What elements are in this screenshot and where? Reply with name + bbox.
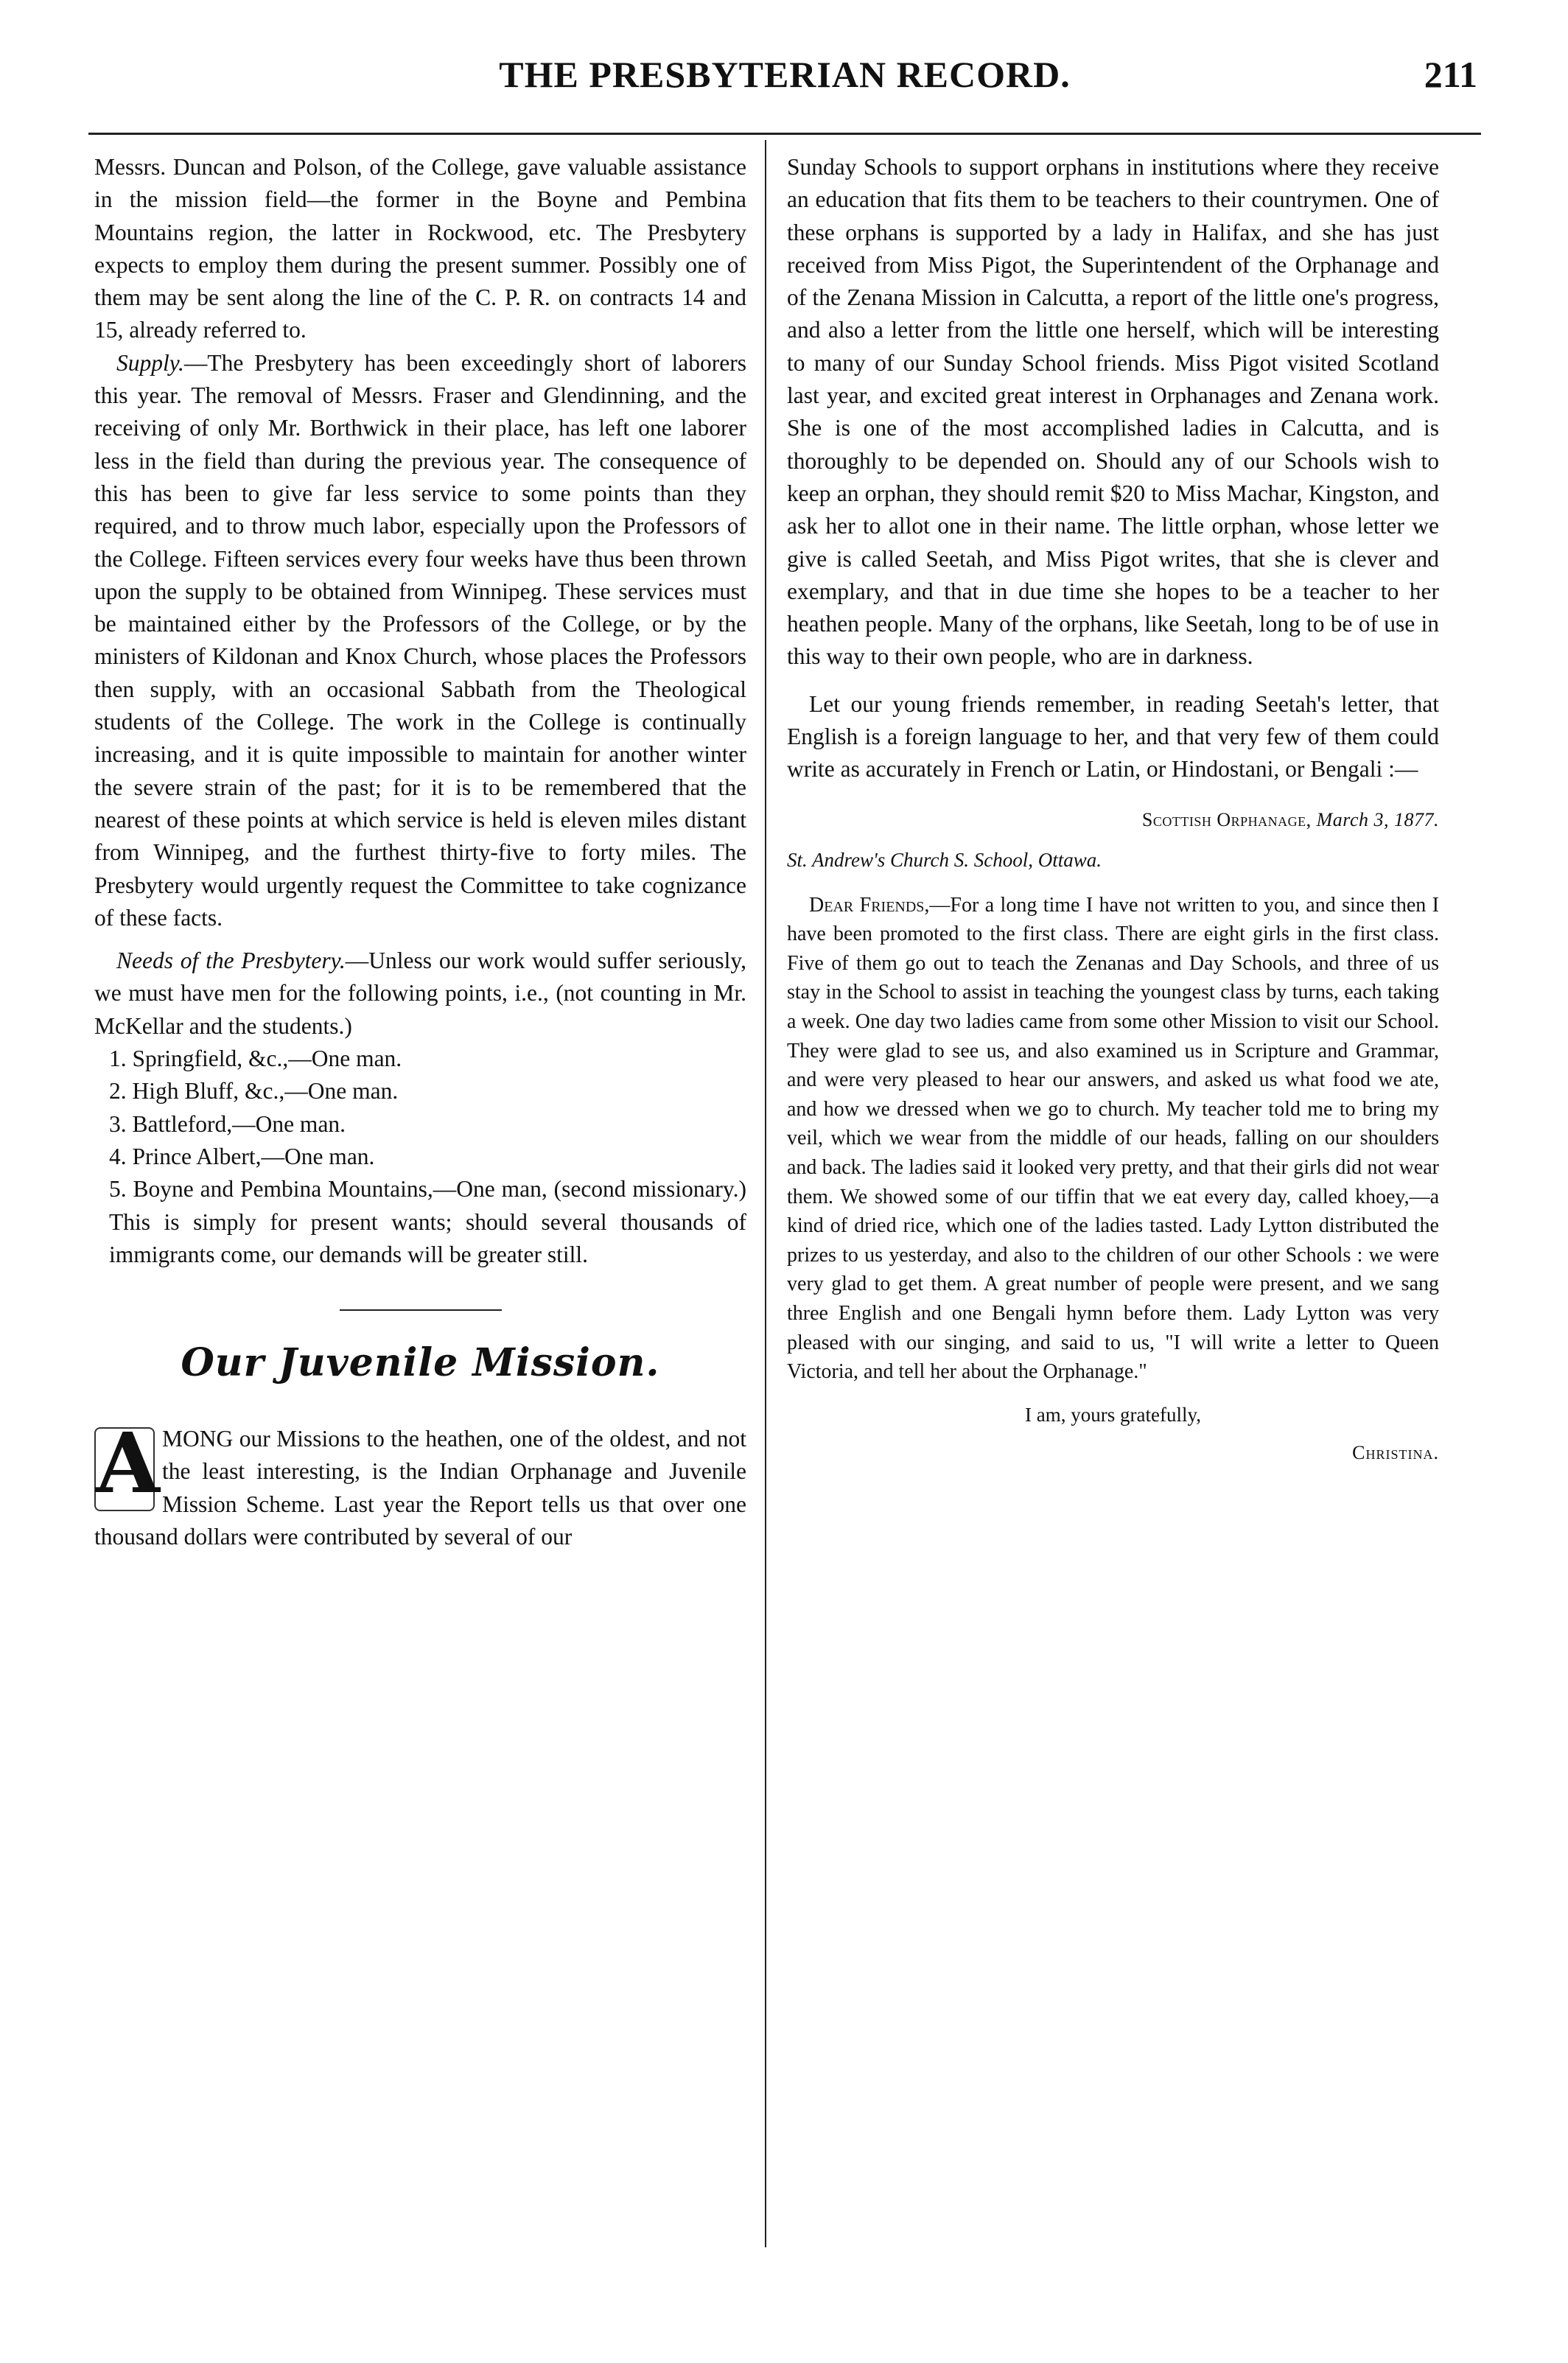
paragraph-orphans: Sunday Schools to support orphans in institutions where they receive an education that fits them to be teachers to their countrymen. One of these orphans is supported by a lady in Halifax, and she has just received from Miss Pigot, the Superintendent of the Orphanage and of the Zenana Mission in Calcutta, a report of the little one's progress, and also a letter from the little one herself, which will be interesting to many of our Sunday School friends. Miss Pigot visited Scotland last year, and excited great interest in Orphanages and Zenana work. She is one of the most accomplished ladies in Calcutta, and is thoroughly to be depended on. Should any of our Schools wish to keep an orphan, they should remit $20 to Miss Machar, Kingston, and ask her to allot one in their name. The little orphan, whose letter we give is called Seetah, and Miss Pigot writes, that she is clever and exemplary, and that in due time she hopes to be a teacher to her heathen people. Many of the orphans, like Seetah, long to be of use in this way to their own people, who are in darkness.	[787, 154, 1439, 670]
header-rule	[88, 133, 1481, 135]
list-item: 3. Battleford,—One man.	[109, 1110, 346, 1137]
letter-content: —For a long time I have not written to you, and since then I have been promoted to the first class. There are eight girls in the first class. Five of them go out to teach the Zenanas and Day Schools, and three of us stay in the School to assist in teaching the youngest class by turns, each taking a week. One day two ladies came from some other Mission to visit our School. They were glad to see us, and also examined us in Scripture and Grammar, and were very pleased to hear our answers, and asked us what food we ate, and how we dressed when we go to church. My teacher told me to bring my veil, which we wear from the middle of our heads, falling on our shoulders and back. The ladies said it looked very pretty, and that their girls did not wear them. We showed some of our tiffin that we eat every day, called khoey,—a kind of dried rice, which one of the ladies tasted. Lady Lytton distributed the prizes to us yesterday, and also to the children of our other Schools : we were very glad to get them. A great number of people were present, and we sang three English and one Bengali hymn before them. Lady Lytton was very pleased with our singing, and said to us, "I will write a letter to Queen Victoria, and tell her about the Orphanage."	[787, 893, 1439, 1384]
letter-signature: Christina.	[1352, 1441, 1439, 1463]
letter-source	[787, 805, 1439, 835]
paragraph-supply	[94, 347, 746, 934]
paragraph-young-friends: Let our young friends remember, in reading Seetah's letter, that English is a foreign language to her, and that very few of them could write as accurately in French or Latin, or Hindostani, or Bengali :—	[787, 690, 1439, 783]
left-column	[94, 151, 746, 1553]
juvenile-mission-intro	[94, 1415, 746, 1553]
section-title: Our Juvenile Mission.	[181, 1340, 660, 1386]
paragraph-college-assistance: Messrs. Duncan and Polson, of the College, gave valuable assistance in the mission field—the former in the Boyne and Pembina Mountains region, the latter in Rockwood, etc. The Presbytery expects to employ them during the present summer. Possibly one of them may be sent along the line of the C. P. R. on contracts 14 and 15, already referred to.	[94, 154, 746, 343]
letter-closing: I am, yours gratefully,	[1025, 1403, 1201, 1426]
letter-addressee: St. Andrew's Church S. School, Ottawa.	[787, 848, 1102, 871]
letter-text	[787, 891, 1439, 1387]
letter-salutation: Dear Friends,	[809, 893, 930, 917]
paragraph-juvenile-mission: MONG our Missions to the heathen, one of the oldest, and not the least interesting, is the Indian Orphanage and Juvenile Mission Scheme. Last year the Report tells us that over one thousand dollars were contributed by several of our	[94, 1426, 746, 1550]
list-item: 5. Boyne and Pembina Mountains,—One man, (second missionary.) This is simply for present wants; should several thousands of immigrants come, our demands will be greater still.	[109, 1176, 746, 1267]
needs-heading: Needs of the Presbytery.	[116, 948, 346, 974]
column-divider	[765, 140, 766, 2247]
list-item: 1. Springfield, &c.,—One man.	[109, 1046, 402, 1072]
supply-heading: Supply.	[116, 349, 184, 376]
right-column	[787, 151, 1439, 1468]
list-item: 2. High Bluff, &c.,—One man.	[109, 1078, 399, 1105]
letter-body	[787, 891, 1439, 1387]
source-date: March 3, 1877.	[1316, 808, 1439, 830]
list-item: 4. Prince Albert,—One man.	[109, 1143, 375, 1169]
journal-title: THE PRESBYTERIAN RECORD.	[499, 54, 1071, 95]
page-number: 211	[1424, 54, 1477, 95]
source-name: Scottish Orphanage,	[1141, 808, 1312, 830]
drop-cap: A	[96, 1415, 160, 1513]
section-divider	[340, 1309, 502, 1311]
needs-text: —Unless our work would suffer seriously, we must have men for the following points, i.e., (not counting in Mr. McKellar and the students.)	[94, 948, 746, 1039]
running-head	[92, 53, 1477, 105]
needs-list	[94, 1043, 746, 1271]
paragraph-needs	[94, 945, 746, 1043]
supply-text: —The Presbytery has been exceedingly short of laborers this year. The removal of Messrs. Fraser and Glendinning, and the receiving of only Mr. Borthwick in their place, has left one laborer less in the field than during the previous year. The consequence of this has been to give far less service to some points than they required, and to throw much labor, especially upon the Professors of the College. Fifteen services every four weeks have thus been thrown upon the supply to be obtained from Winnipeg. These services must be maintained either by the Professors of the College, or by the ministers of Kildonan and Knox Church, whose places the Professors then supply, with an occasional Sabbath from the Theological students of the College. The work in the College is continually increasing, and it is quite impossible to maintain for another winter the severe strain of the past; for it is to be remembered that the nearest of these points at which service is held is eleven miles distant from Winnipeg, and the furthest thirty-five to forty miles. The Presbytery would urgently request the Committee to take cognizance of these facts.	[94, 349, 746, 931]
